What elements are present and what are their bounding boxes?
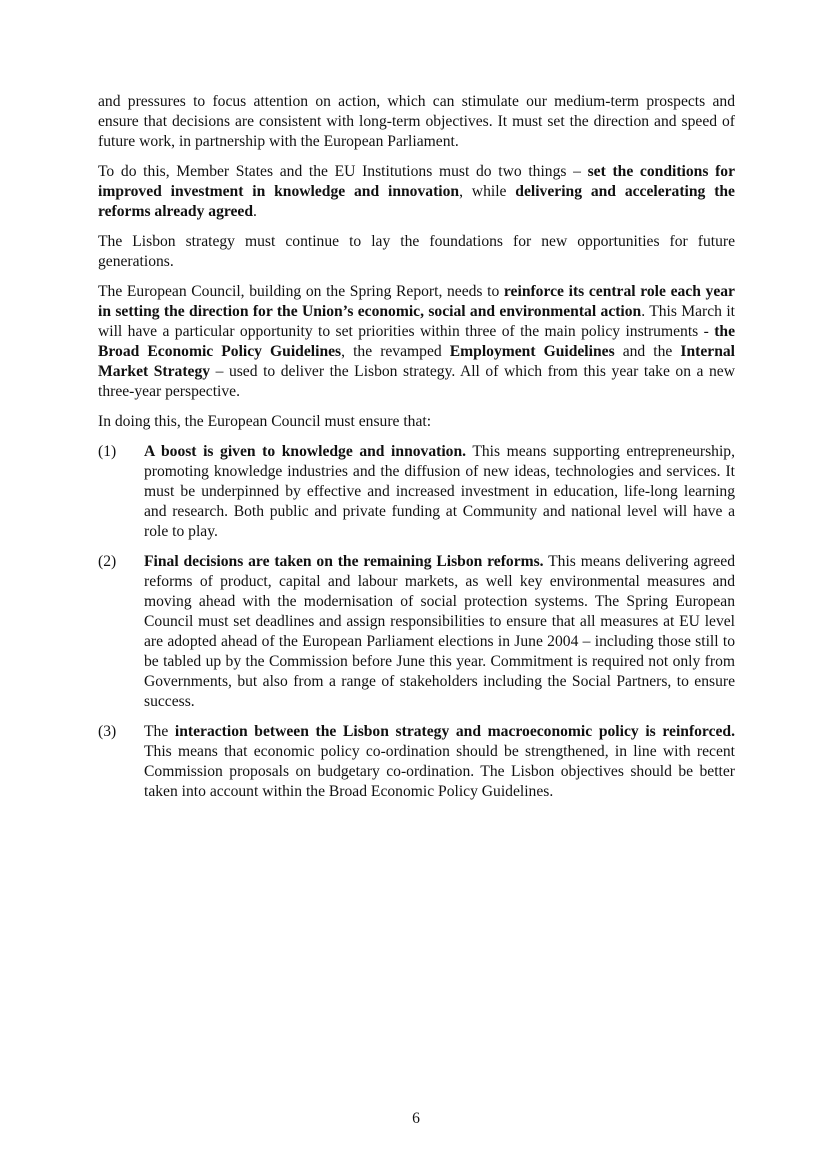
paragraph-intro-continuation (98, 92, 735, 152)
text-segment: The European Council, building on the Spring Report, needs to (98, 283, 504, 300)
list-item-text (144, 442, 735, 542)
bold-text-segment: delivering and accelerating the reforms already agreed (98, 183, 735, 220)
paragraph-lisbon-foundations (98, 232, 735, 272)
text-segment: This means that economic policy co-ordination should be strengthened, in line with recent Commission proposals on budgetary co-ordination. The Lisbon objectives should be better taken into account within the Broad Economic Policy Guidelines. (144, 743, 735, 800)
text-segment: – used to deliver the Lisbon strategy. All of which from this year take on a new three-year perspective. (98, 363, 735, 400)
bold-text-segment: set the conditions for improved investment in knowledge and innovation (98, 163, 735, 200)
text-segment: and pressures to focus attention on action, which can stimulate our medium-term prospects and ensure that decisions are consistent with long-term objectives. It must set the direction and speed of future work, in partnership with the European Parliament. (98, 93, 735, 150)
paragraph-european-council-role (98, 282, 735, 402)
paragraph-group (98, 92, 735, 432)
text-segment: , while (459, 183, 516, 200)
text-segment: , the revamped (341, 343, 450, 360)
list-item-text (144, 552, 735, 712)
bold-text-segment: reinforce its central role each year in setting the direction for the Union’s economic, social and environmental action (98, 283, 735, 320)
list-item (98, 722, 735, 802)
list-item (98, 442, 735, 542)
page-number: 6 (412, 1110, 420, 1127)
bold-text-segment: interaction between the Lisbon strategy and macroeconomic policy is reinforced. (174, 723, 735, 740)
text-segment: To do this, Member States and the EU Institutions must do two things – (98, 163, 588, 180)
paragraph-two-things (98, 162, 735, 222)
list-item-number: (1) (98, 443, 117, 460)
text-segment: . This March it will have a particular opportunity to set priorities within three of the main policy instruments - (98, 303, 735, 340)
paragraph-ensure-that (98, 412, 735, 432)
text-segment: This means supporting entrepreneurship, promoting knowledge industries and the diffusion of new ideas, technologies and services. It must be underpinned by effective and increased investment in education, life-long learning and research. Both public and private funding at Community and national level will have a role to play. (144, 443, 735, 540)
text-segment: In doing this, the European Council must ensure that: (98, 413, 432, 430)
text-segment: This means delivering agreed reforms of product, capital and labour markets, as well key environmental measures and moving ahead with the modernisation of social protection systems. The Spring European Council must set deadlines and assign responsibilities to ensure that all measures at EU level are adopted ahead of the European Parliament elections in June 2004 – including those still to be tabled up by the Commission before June this year. Commitment is required not only from Governments, but also from a range of stakeholders including the Social Partners, to ensure success. (144, 553, 735, 710)
list-item-number: (3) (98, 723, 117, 740)
numbered-list (98, 442, 735, 802)
list-item (98, 552, 735, 712)
bold-text-segment: A boost is given to knowledge and innovation. (144, 443, 467, 460)
text-segment: and the (614, 343, 681, 360)
list-item-number: (2) (98, 553, 117, 570)
bold-text-segment: Final decisions are taken on the remaining Lisbon reforms. (144, 553, 544, 570)
bold-text-segment: Internal Market Strategy (98, 343, 735, 380)
document-body (98, 92, 735, 812)
text-segment: . (253, 203, 257, 220)
bold-text-segment: the Broad Economic Policy Guidelines (98, 323, 735, 360)
list-item-text (144, 722, 735, 802)
bold-text-segment: Employment Guidelines (449, 343, 615, 360)
text-segment: The Lisbon strategy must continue to lay the foundations for new opportunities for future generations. (98, 233, 735, 270)
text-segment: The (144, 723, 175, 740)
